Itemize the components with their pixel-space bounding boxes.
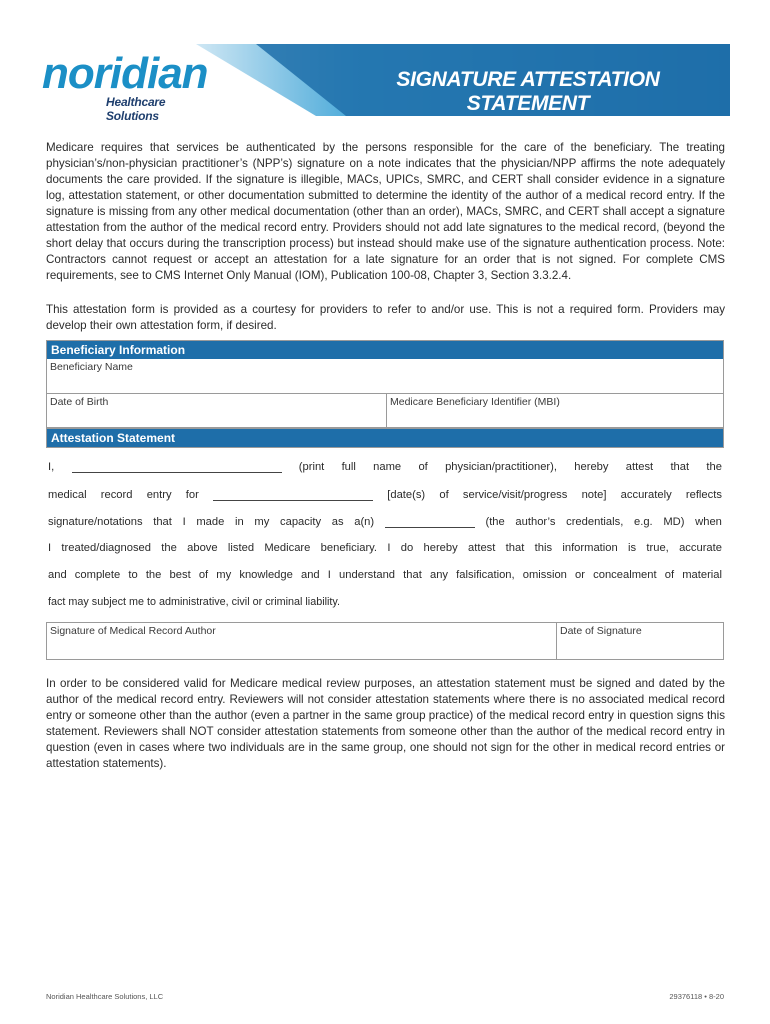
footer-company: Noridian Healthcare Solutions, LLC [46,992,164,1001]
word: MD) [663,516,685,528]
word: signature/notations [48,516,143,528]
word: e.g. [634,516,653,528]
signature-date-label: Date of Signature [560,625,642,637]
word: name [373,461,402,473]
mbi-label: Medicare Beneficiary Identifier (MBI) [390,396,560,408]
word: for [185,489,199,501]
word: (print [298,461,325,473]
signature-date-field[interactable] [557,623,723,659]
word: full [341,461,356,473]
attestation-section [46,428,724,448]
closing-paragraph: In order to be considered valid for Medicare medical review purposes, an attestation statement must be signed and dated by the author of the medical record entry. Reviewers will not consider attestation statements where there is no associated medical record entry or someone other than the author (even a partner in the same group practice) of the medical record entry in question signs this statement. Reviewers shall NOT consider attestation statements from someone other than the author of the medical record entry in question (even in cases where two individuals are in the same group, one should not sign for the other in medical record entries or attestation statements). [46,677,725,770]
attestation-heading: Attestation Statement [47,429,723,447]
intro-paragraph: Medicare requires that services be authenticated by the persons responsible for the care of the beneficiary. The treating physician’s/non-physician practitioner’s (NPP’s) signature on a note indicates that the physician/NPP affirms the note adequately documents the care provided. If the signature is illegible, MACs, UPICs, SMRC, and CERT shall consider evidence in a signature log, attestation statement, or other documentation submitted to determine the identity of the author of a medical record entry. If the signature is missing from any other medical documentation (other than an order), MACs, SMRC, and CERT shall accept a signature attestation from the author of the medical record entry. Providers should not add late signatures to the medical record, (beyond the short delay that occurs during the transcription process) but instead should make use of the signature authentication process. Note: Contractors cannot request or accept an attestation for a late signature for an order that is not signed. For complete CMS requirements, see to CMS Internet Only Manual (IOM), Publication 100-08, Chapter 3, Section 3.3.2.4. [46,141,725,282]
word: reflects [685,489,722,501]
practitioner-name-blank[interactable] [72,460,282,473]
beneficiary-name-field[interactable] [47,359,723,394]
mbi-field[interactable] [387,394,723,428]
word: made [196,516,225,528]
word: that [153,516,172,528]
word: [date(s) [387,489,426,501]
beneficiary-heading: Beneficiary Information [47,341,723,359]
word: service/visit/progress [462,489,568,501]
word: of [418,461,428,473]
title-banner [196,44,730,116]
noridian-logo [40,49,215,123]
form-title: SIGNATURE ATTESTATION STATEMENT [396,68,660,115]
word: note] [581,489,607,501]
signature-box [46,622,724,660]
word: when [695,516,722,528]
word: medical [48,489,87,501]
word: the [706,461,722,473]
beneficiary-name-label: Beneficiary Name [50,361,133,373]
attestation-line-2 [48,488,722,501]
word: author’s [515,516,556,528]
word: attest [625,461,654,473]
word: (the [485,516,505,528]
word: as [331,516,344,528]
footer-form-number: 29376118 • 8-20 [669,992,724,1001]
word: entry [146,489,172,501]
word: a(n) [354,516,375,528]
logo-wordmark: noridian [42,49,208,98]
word: physician/practitioner), [445,461,557,473]
attestation-line-1 [48,460,722,473]
date-of-birth-label: Date of Birth [50,396,109,408]
credentials-blank[interactable] [385,515,475,528]
attestation-line-4: I treated/diagnosed the above listed Medicare beneficiary. I do hereby attest that this information is true, accurate [48,542,722,554]
date-of-birth-field[interactable] [47,394,387,428]
attestation-line-5: and complete to the best of my knowledge and I understand that any falsification, omission or concealment of material [48,569,722,581]
logo-tagline: Healthcare Solutions [106,95,166,123]
word: record [100,489,133,501]
word: capacity [280,516,322,528]
author-signature-field[interactable] [47,623,557,659]
word: I [182,516,186,528]
page-header [0,0,770,135]
word: I, [48,461,55,473]
beneficiary-section [46,340,724,428]
word: in [235,516,244,528]
word: that [670,461,690,473]
word: of [439,489,449,501]
courtesy-paragraph: This attestation form is provided as a courtesy for providers to refer to and/or use. This is not a required form. Providers may develop their own attestation form, if desired. [46,303,725,332]
date-of-service-blank[interactable] [213,488,373,501]
word: hereby [574,461,609,473]
author-signature-label: Signature of Medical Record Author [50,625,216,637]
attestation-line-3 [48,515,722,528]
word: accurately [620,489,672,501]
word: credentials, [566,516,624,528]
word: my [254,516,270,528]
attestation-line-6: fact may subject me to administrative, civil or criminal liability. [48,596,341,608]
